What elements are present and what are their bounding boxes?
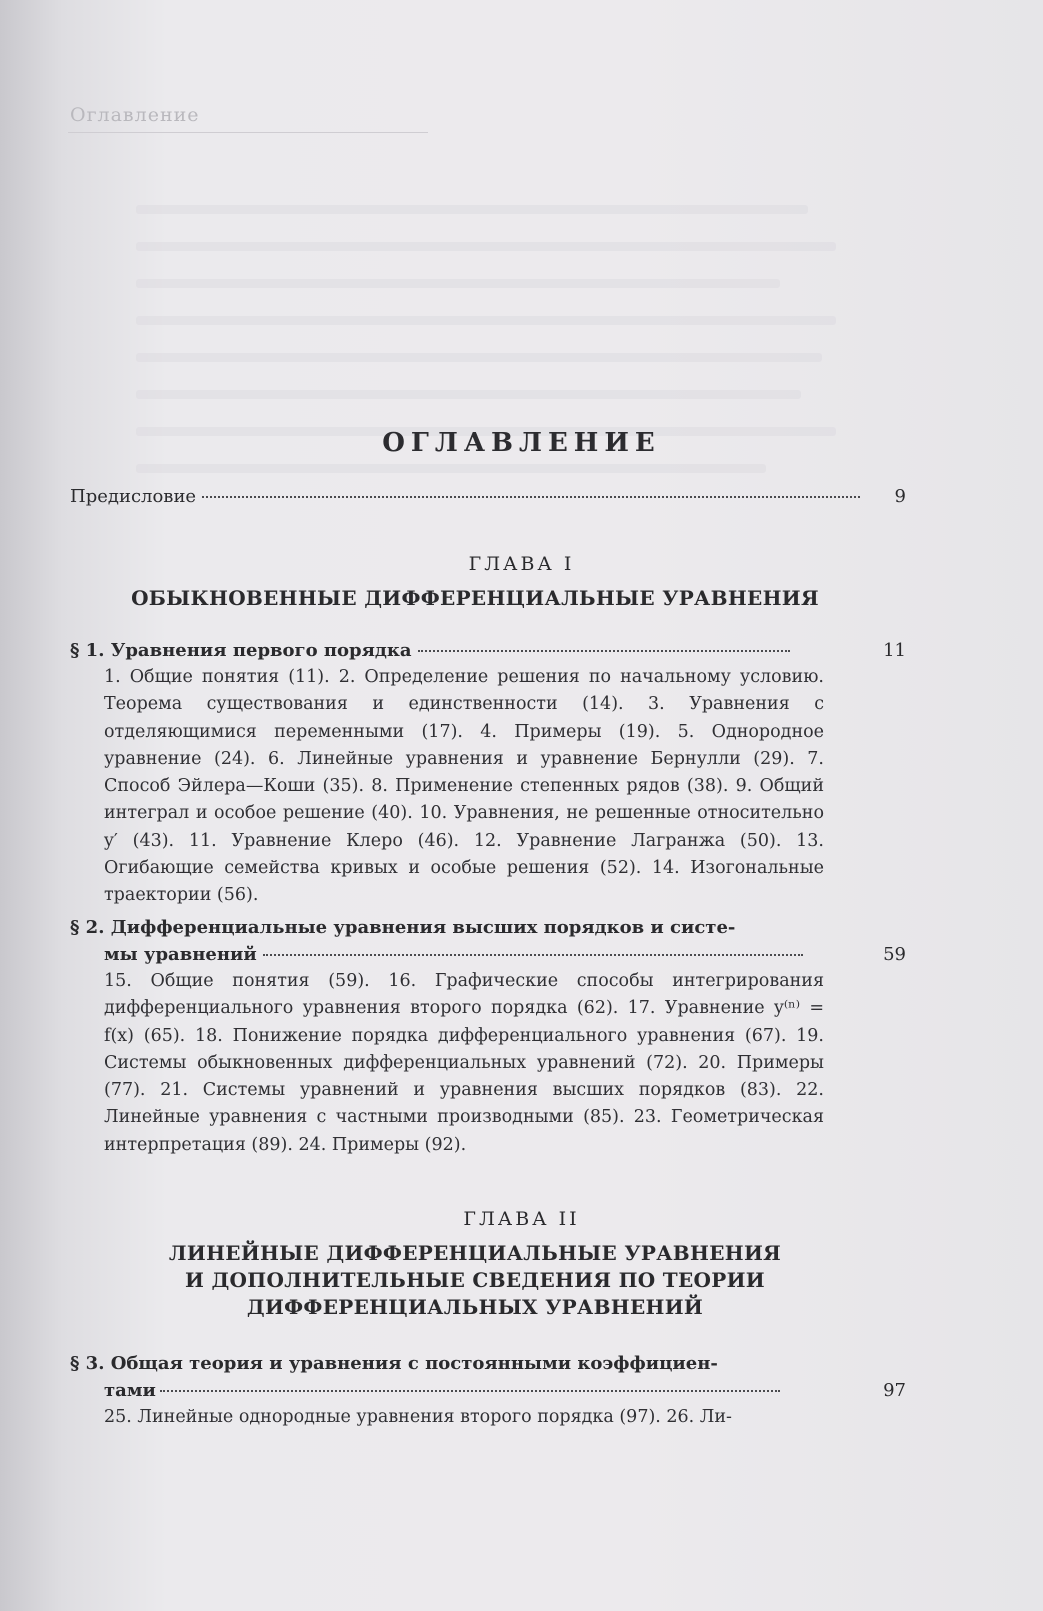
toc-entry-label: Предисловие bbox=[70, 486, 197, 507]
section-contents: 25. Линейные однородные уравнения второго порядка (97). 26. Ли- bbox=[104, 1407, 732, 1427]
toc-entry-preface[interactable] bbox=[70, 486, 906, 507]
chapter-title-line-2: И ДОПОЛНИТЕЛЬНЫЕ СВЕДЕНИЯ ПО ТЕОРИИ bbox=[185, 1268, 765, 1292]
bleed-through-running-head: Оглавление bbox=[70, 104, 200, 126]
dot-leader bbox=[263, 954, 803, 956]
chapter-title: ОБЫКНОВЕННЫЕ ДИФФЕРЕНЦИАЛЬНЫЕ УРАВНЕНИЯ bbox=[131, 586, 819, 610]
chapter-title bbox=[60, 1240, 890, 1321]
section-title: § 1. Уравнения первого порядка bbox=[70, 640, 412, 661]
chapter-label: ГЛАВА II bbox=[463, 1208, 580, 1230]
dot-leader bbox=[160, 1390, 780, 1392]
section-title-line-2: мы уравнений bbox=[104, 944, 257, 965]
toc-section-1[interactable] bbox=[70, 637, 906, 910]
section-title-row bbox=[70, 1377, 824, 1404]
section-title-row bbox=[70, 941, 824, 968]
bleed-through-rule bbox=[68, 132, 428, 133]
toc-section-2[interactable] bbox=[70, 914, 906, 1159]
chapter-title-line-3: ДИФФЕРЕНЦИАЛЬНЫХ УРАВНЕНИЙ bbox=[246, 1295, 704, 1319]
section-title-line-1: § 3. Общая теория и уравнения с постоянными коэффициен- bbox=[70, 1353, 718, 1374]
dot-leader bbox=[202, 496, 860, 498]
chapter-title-line-1: ЛИНЕЙНЫЕ ДИФФЕРЕНЦИАЛЬНЫЕ УРАВНЕНИЯ bbox=[168, 1241, 782, 1265]
toc-page-number: 11 bbox=[883, 640, 906, 661]
dot-leader bbox=[418, 650, 790, 652]
toc-page-number: 9 bbox=[894, 486, 906, 507]
toc-page-number: 97 bbox=[883, 1380, 906, 1401]
section-title-line-2: тами bbox=[104, 1380, 156, 1401]
section-contents: 1. Общие понятия (11). 2. Определение решения по начальному условию. Теорема существования и единственности (14). 3. Уравнения с отделяющимися переменными (17). 4. Примеры (19). 5. Однородное уравнение (24). 6. Линейные уравнения и уравнение Бернулли (29). 7. Способ Эйлера—Коши (35). 8. Применение степенных рядов (38). 9. Общий интеграл и особое решение (40). 10. Уравнения, не решенные относительно y′ (43). 11. Уравнение Клеро (46). 12. Уравнение Лагранжа (50). 13. Огибающие семейства кривых и особые решения (52). 14. Изогональные траектории (56). bbox=[104, 667, 824, 906]
toc-page-number: 59 bbox=[883, 944, 906, 965]
chapter-label: ГЛАВА I bbox=[468, 553, 575, 575]
page-title: ОГЛАВЛЕНИЕ bbox=[382, 428, 661, 458]
section-contents: 15. Общие понятия (59). 16. Графические способы интегрирования дифференциального уравнения второго порядка (62). 17. Уравнение y⁽ⁿ⁾ = f(x) (65). 18. Понижение порядка дифференциального уравнения (67). 19. Системы обыкновенных дифференциальных уравнений (72). 20. Примеры (77). 21. Системы уравнений и уравнения высших порядков (83). 22. Линейные уравнения с частными производными (85). 23. Геометрическая интерпретация (89). 24. Примеры (92). bbox=[104, 971, 824, 1155]
section-title-row bbox=[70, 637, 824, 664]
section-title-line-1: § 2. Дифференциальные уравнения высших порядков и систе- bbox=[70, 917, 736, 938]
toc-section-3[interactable] bbox=[70, 1350, 906, 1431]
